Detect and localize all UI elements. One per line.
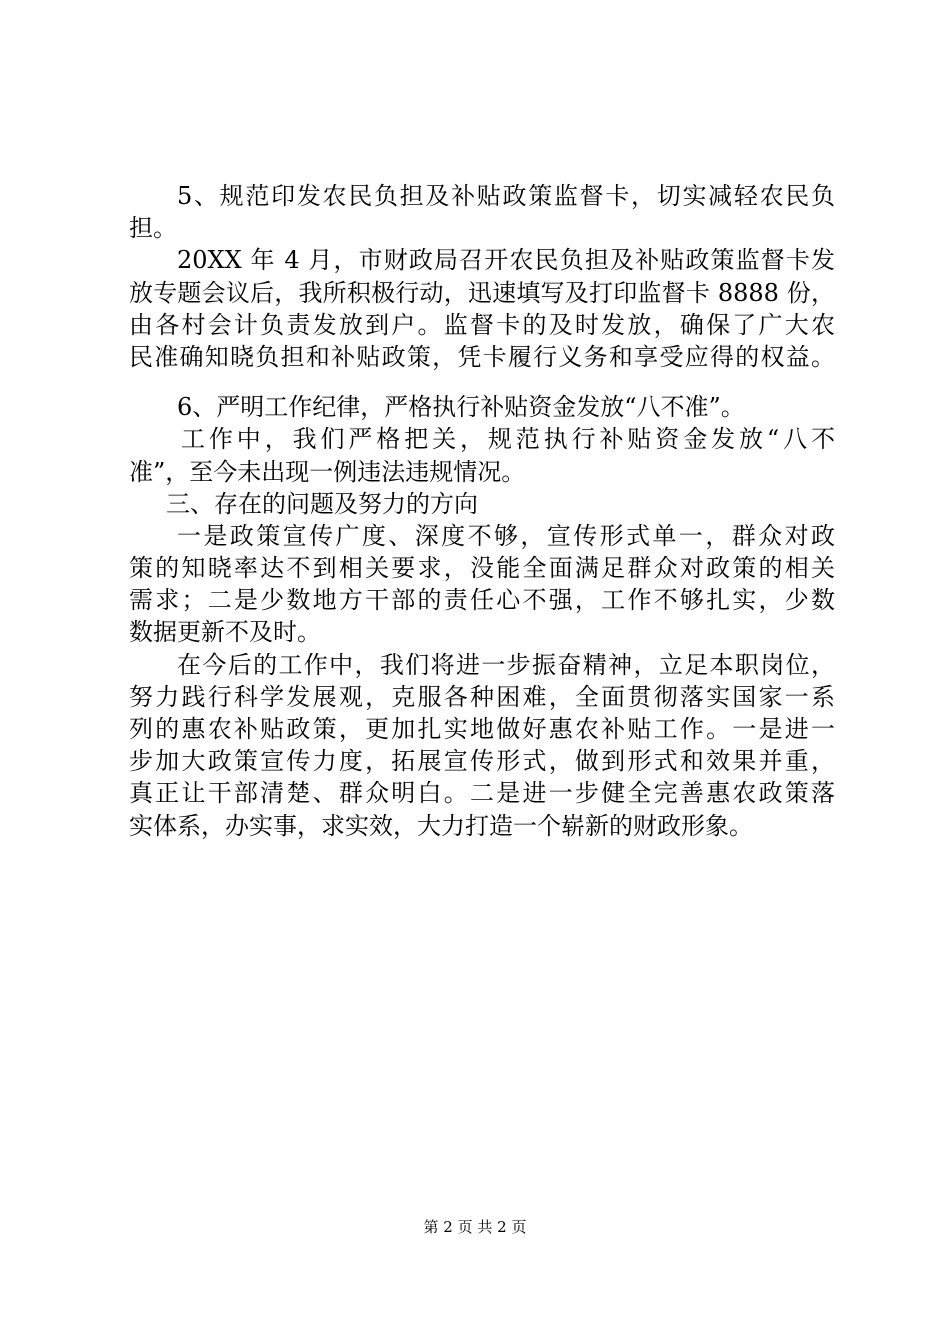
section-6-heading: 6、严明工作纪律，严格执行补贴资金发放“八不准”。 [177,393,745,422]
paragraph-line: 策的知晓率达不到相关要求，没能全面满足群众对政策的相关 [129,554,835,583]
paragraph-line: 20XX 年 4 月，市财政局召开农民负担及补贴政策监督卡发 [177,246,835,275]
document-body [129,180,835,842]
paragraph-line: 由各村会计负责发放到户。监督卡的及时发放，确保了广大农 [129,310,835,339]
paragraph-line: 在今后的工作中，我们将进一步振奋精神，立足本职岗位， [177,650,835,679]
page-footer: 第 2 页 共 2 页 [423,1218,527,1236]
paragraph-line: 一是政策宣传广度、深度不够，宣传形式单一，群众对政 [177,521,835,550]
paragraph-line: 列的惠农补贴政策，更加扎实地做好惠农补贴工作。一是进一 [129,715,835,743]
paragraph-line: 真正让干部清楚、群众明白。二是进一步健全完善惠农政策落 [129,779,835,808]
paragraph-line: 实体系，办实事，求实效，大力打造一个崭新的财政形象。 [129,811,753,840]
paragraph-line: 准”，至今未出现一例违法违规情况。 [129,457,526,486]
paragraph-line: 努力践行科学发展观，克服各种困难，全面贯彻落实国家一系 [129,682,835,711]
section-5-heading-cont: 担。 [129,214,177,243]
paragraph-line: 放专题会议后，我所积极行动，迅速填写及打印监督卡 8888 份， [129,278,835,307]
section-3-heading: 三、存在的问题及努力的方向 [166,489,478,518]
paragraph-line: 步加大政策宣传力度，拓展宣传形式，做到形式和效果并重， [129,747,835,776]
paragraph-line: 数据更新不及时。 [129,618,321,647]
paragraph-line: 需求；二是少数地方干部的责任心不强，工作不够扎实，少数 [129,586,835,615]
paragraph-line: 民准确知晓负担和补贴政策，凭卡履行义务和享受应得的权益。 [129,342,835,371]
section-5-heading: 5、规范印发农民负担及补贴政策监督卡，切实减轻农民负 [177,182,835,210]
paragraph-line: 工作中，我们严格把关，规范执行补贴资金发放“八不 [181,425,835,454]
